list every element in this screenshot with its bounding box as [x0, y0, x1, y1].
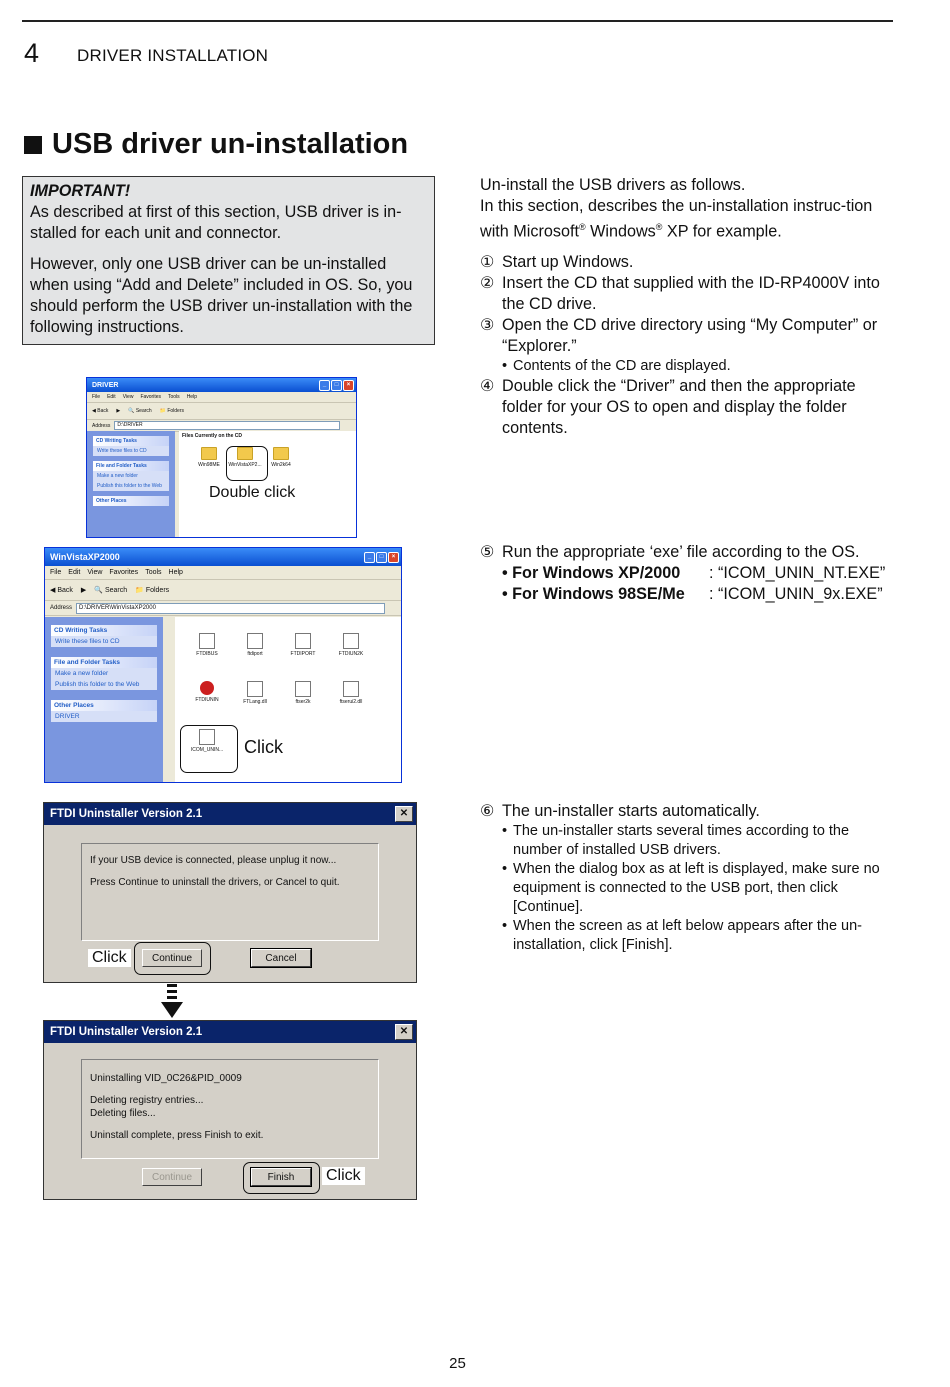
cancel-button[interactable]: Cancel — [251, 949, 311, 967]
back-button[interactable]: ◀ Back — [50, 587, 73, 594]
intro-text — [480, 175, 893, 242]
continue-button-disabled: Continue — [142, 1168, 202, 1186]
step-5: ⑤ Run the appropriate ‘exe’ file according to the OS. • For Windows XP/2000 : “ICOM_UNIN_NT.EXE” • For Windows 98SE/Me : “ICOM_UNIN_9x.EXE” — [480, 542, 893, 605]
explorer-window-driver — [86, 377, 357, 538]
maximize-icon[interactable]: □ — [376, 552, 387, 563]
menu-bar — [45, 566, 401, 580]
title-bar: WinVistaXP2000 _ □ × — [45, 548, 401, 566]
file-icon — [199, 633, 215, 649]
file-icon — [247, 633, 263, 649]
click-callout-exe — [180, 725, 238, 773]
pane-publish[interactable]: Publish this folder to the Web — [93, 481, 169, 491]
pane-write-files[interactable]: Write these files to CD — [93, 446, 169, 456]
intro-line-1: Un-install the USB drivers as follows. — [480, 176, 746, 194]
menu-favorites[interactable]: Favorites — [140, 394, 161, 400]
folders-button[interactable]: 📁 Folders — [135, 587, 170, 594]
back-button[interactable]: ◀ Back — [92, 408, 109, 414]
close-icon[interactable]: × — [343, 380, 354, 391]
minimize-icon[interactable]: _ — [364, 552, 375, 563]
menu-file[interactable]: File — [50, 569, 62, 576]
steps-1-4 — [480, 252, 893, 439]
toolbar — [45, 580, 401, 601]
folders-button[interactable]: 📁 Folders — [159, 408, 184, 414]
address-input[interactable]: D:\DRIVER — [114, 421, 340, 430]
file-icon — [343, 681, 359, 697]
continue-button[interactable]: Continue — [142, 949, 202, 967]
down-arrow-icon — [161, 984, 183, 1020]
click-label-continue: Click — [88, 949, 131, 967]
file-icon — [295, 681, 311, 697]
important-para-2: However, only one USB driver can be un-installed when using “Add and Delete” included in OS. So, you should perform the USB driver un-installation with the following instructions. — [30, 255, 413, 336]
pane-cd-writing[interactable]: CD Writing Tasks — [51, 625, 157, 636]
menu-help[interactable]: Help — [186, 394, 197, 400]
header-rule — [22, 20, 893, 22]
file-icon — [247, 681, 263, 697]
double-click-label: Double click — [209, 484, 296, 501]
page-number: 25 — [449, 1355, 466, 1372]
title-bar: DRIVER _ □ × — [87, 378, 356, 392]
task-pane — [45, 617, 163, 782]
file-icon — [295, 633, 311, 649]
menu-bar — [87, 392, 356, 403]
maximize-icon[interactable]: □ — [331, 380, 342, 391]
address-input[interactable]: D:\DRIVER\WinVistaXP2000 — [76, 603, 385, 614]
double-click-callout — [226, 446, 268, 481]
folder-win98me[interactable]: Win98ME — [191, 447, 227, 468]
step-2: ② Insert the CD that supplied with the ID-RP4000V into the CD drive. — [480, 274, 880, 313]
toolbar — [87, 403, 356, 420]
menu-view[interactable]: View — [87, 569, 103, 576]
dialog-message: Uninstalling VID_0C26&PID_0009 Deleting registry entries... Deleting files... Uninstall complete, press Finish to exit. — [81, 1059, 379, 1159]
pane-cd-writing[interactable]: CD Writing Tasks — [93, 436, 169, 446]
search-button[interactable]: 🔍 Search — [128, 408, 152, 414]
minimize-icon[interactable]: _ — [319, 380, 330, 391]
folder-icon — [273, 447, 289, 460]
files-header: Files Currently on the CD — [182, 433, 243, 439]
pane-other-places[interactable]: Other Places — [51, 700, 157, 711]
important-heading: IMPORTANT! — [30, 182, 131, 200]
pane-other-places[interactable]: Other Places — [93, 496, 169, 506]
pane-new-folder[interactable]: Make a new folder — [93, 471, 169, 481]
pane-write-files[interactable]: Write these files to CD — [51, 636, 157, 647]
dialog-title-bar: FTDI Uninstaller Version 2.1 ✕ — [44, 803, 416, 825]
file-ftser2k[interactable]: ftser2k — [285, 681, 321, 705]
file-ftdiport-cat[interactable]: ftdiport — [237, 633, 273, 657]
click-callout-continue — [134, 942, 211, 975]
section-title-text: USB driver un-installation — [52, 128, 409, 160]
menu-edit[interactable]: Edit — [68, 569, 81, 576]
step-5-block — [480, 542, 893, 605]
step-6: ⑥ The un-installer starts automatically. • The un-installer starts several times according to the number of installed USB drivers. • When the dialog box as at left is displayed, make sure no equipment is connected to the USB port, then click [Continue]. • When the screen as at left below appears after the un-installation, click [Finish]. — [480, 801, 893, 955]
dialog-title-bar: FTDI Uninstaller Version 2.1 ✕ — [44, 1021, 416, 1043]
folder-win2k64[interactable]: Win2k64 — [263, 447, 299, 468]
forward-icon[interactable]: ▶ — [80, 587, 87, 594]
search-button[interactable]: 🔍 Search — [94, 587, 128, 594]
file-ftdibus[interactable]: FTDIBUS — [189, 633, 225, 657]
chapter-number: 4 — [24, 38, 40, 68]
step-4: ④ Double click the “Driver” and then the appropriate folder for your OS to open and display the folder contents. — [480, 377, 856, 437]
dialog-message: If your USB device is connected, please unplug it now... Press Continue to uninstall the drivers, or Cancel to quit. — [81, 843, 379, 941]
menu-edit[interactable]: Edit — [107, 394, 116, 400]
important-box — [22, 176, 435, 345]
close-icon[interactable]: × — [388, 552, 399, 563]
pane-file-folder[interactable]: File and Folder Tasks — [51, 657, 157, 668]
click-callout-finish — [243, 1162, 320, 1194]
file-ftdiunin[interactable]: FTDIUNIN — [189, 681, 225, 703]
chapter-title: DRIVER INSTALLATION — [77, 46, 269, 65]
step-6-block — [480, 801, 893, 955]
menu-tools[interactable]: Tools — [145, 569, 162, 576]
step-6-note-1: • The un-installer starts several times according to the number of installed USB drivers. — [502, 822, 893, 860]
file-icom-unin[interactable]: ICOM_UNIN... — [189, 729, 225, 753]
section-title — [24, 128, 408, 161]
step-1: ① Start up Windows. — [480, 253, 634, 271]
menu-view[interactable]: View — [122, 394, 134, 400]
uninstall-icon — [200, 681, 214, 695]
important-para-1: As described at first of this section, USB driver is in-stalled for each unit and connector. — [30, 203, 402, 242]
file-ftlang[interactable]: FTLang.dll — [237, 681, 273, 705]
os-row-98: • For Windows 98SE/Me : “ICOM_UNIN_9x.EXE” — [502, 585, 883, 603]
pane-driver[interactable]: DRIVER — [51, 711, 157, 722]
file-ftdiun2k[interactable]: FTDIUN2K — [333, 633, 369, 657]
step-3-note: • Contents of the CD are displayed. — [502, 357, 893, 376]
intro-line-2: In this section, describes the un-installation instruc-tion with Microsoft® Windows® XP for example. — [480, 197, 873, 241]
file-ftserui2[interactable]: ftserui2.dll — [333, 681, 369, 705]
step-3: ③ Open the CD drive directory using “My Computer” or “Explorer.” • Contents of the CD are displayed. — [480, 315, 893, 376]
menu-help[interactable]: Help — [168, 569, 183, 576]
step-6-note-2: • When the dialog box as at left is displayed, make sure no equipment is connected to the USB port, then click [Continue]. — [502, 860, 893, 917]
file-ftdiport[interactable]: FTDIPORT — [285, 633, 321, 657]
click-label-finish: Click — [322, 1167, 365, 1185]
menu-tools[interactable]: Tools — [168, 394, 180, 400]
step-6-note-3: • When the screen as at left below appears after the un-installation, click [Finish]. — [502, 917, 893, 955]
task-pane — [87, 431, 175, 537]
pane-file-folder[interactable]: File and Folder Tasks — [93, 461, 169, 471]
address-bar: Address D:\DRIVER\WinVistaXP2000 — [45, 601, 401, 616]
forward-icon[interactable]: ▶ — [116, 408, 121, 414]
pane-publish[interactable]: Publish this folder to the Web — [51, 679, 157, 690]
pane-new-folder[interactable]: Make a new folder — [51, 668, 157, 679]
finish-button[interactable]: Finish — [251, 1168, 311, 1186]
square-bullet-icon — [24, 136, 42, 154]
close-icon[interactable]: ✕ — [395, 1024, 413, 1040]
close-icon[interactable]: ✕ — [395, 806, 413, 822]
folder-icon — [201, 447, 217, 460]
folder-winvistaxp[interactable]: WinVistaXP2... — [227, 447, 263, 468]
menu-file[interactable]: File — [92, 394, 101, 400]
os-row-xp: • For Windows XP/2000 : “ICOM_UNIN_NT.EXE” — [502, 564, 886, 582]
click-label-exe: Click — [244, 737, 283, 757]
menu-favorites[interactable]: Favorites — [109, 569, 139, 576]
address-bar: Address D:\DRIVER — [87, 420, 356, 432]
file-icon — [343, 633, 359, 649]
